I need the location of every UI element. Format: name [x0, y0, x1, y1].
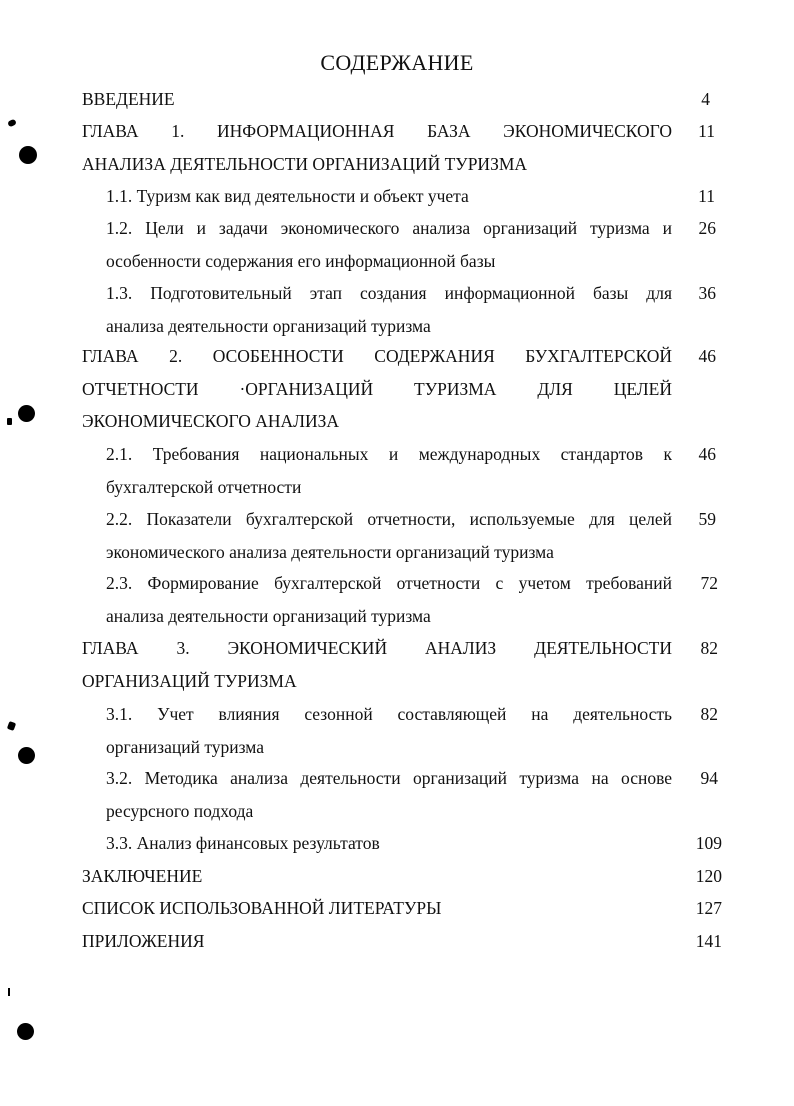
toc-entry-line: СПИСОК ИСПОЛЬЗОВАННОЙ ЛИТЕРАТУРЫ [82, 898, 442, 918]
toc-entry-section-1-1 [106, 180, 672, 213]
toc-entry-appendices [82, 925, 672, 958]
scan-speck [7, 119, 17, 128]
toc-page-number: 11 [698, 186, 715, 206]
toc-entry-section-3-3 [106, 827, 672, 860]
punch-hole [18, 747, 35, 764]
toc-entry-line: ресурсного подхода [106, 800, 254, 821]
toc-entry-line: 2.1. Требования национальных и международных стандартов к [106, 444, 672, 464]
punch-hole [19, 146, 37, 164]
toc-entry-line: ГЛАВА 2. ОСОБЕННОСТИ СОДЕРЖАНИЯ БУХГАЛТЕРСКОЙ [82, 346, 672, 366]
toc-page-number: 26 [698, 218, 716, 238]
punch-hole [18, 405, 35, 422]
toc-entry-line: ОТЧЕТНОСТИ ·ОРГАНИЗАЦИЙ ТУРИЗМА ДЛЯ ЦЕЛЕЙ [82, 378, 672, 399]
toc-entry-line: 1.1. Туризм как вид деятельности и объект учета [106, 186, 469, 206]
toc-entry-line: 3.1. Учет влияния сезонной составляющей на деятельность [106, 704, 672, 724]
toc-entry-chapter-1 [82, 115, 672, 180]
toc-entry-line: 2.3. Формирование бухгалтерской отчетности с учетом требований [106, 573, 672, 593]
toc-entry-chapter-3 [82, 632, 672, 697]
toc-page-number: 141 [695, 931, 722, 951]
scan-speck [7, 418, 12, 425]
toc-entry-bibliography [82, 892, 672, 925]
toc-page-number: 72 [700, 573, 718, 593]
toc-entry-chapter-2 [82, 340, 672, 438]
toc-entry-section-3-1 [106, 698, 672, 763]
toc-entry-section-2-2 [106, 503, 672, 568]
toc-page-number: 59 [698, 509, 716, 529]
toc-page-number: 4 [701, 89, 710, 109]
toc-page-number: 120 [695, 866, 722, 886]
toc-entry-line: 2.2. Показатели бухгалтерской отчетности, используемые для целей [106, 509, 672, 529]
toc-page-number: 127 [695, 898, 722, 918]
toc-page-number: 82 [700, 704, 718, 724]
toc-entry-line: 1.3. Подготовительный этап создания информационной базы для [106, 283, 672, 303]
toc-page-number: 46 [698, 346, 716, 366]
toc-entry-line: экономического анализа деятельности организаций туризма [106, 541, 554, 562]
toc-entry-line: ВВЕДЕНИЕ [82, 89, 175, 109]
toc-entry-line: ГЛАВА 3. ЭКОНОМИЧЕСКИЙ АНАЛИЗ ДЕЯТЕЛЬНОСТИ [82, 638, 672, 658]
toc-entry-line: 3.3. Анализ финансовых результатов [106, 833, 380, 853]
scan-speck [8, 988, 10, 996]
punch-hole [17, 1023, 34, 1040]
toc-entry-section-1-2 [106, 212, 672, 277]
toc-page-number: 46 [698, 444, 716, 464]
toc-entry-line: ГЛАВА 1. ИНФОРМАЦИОННАЯ БАЗА ЭКОНОМИЧЕСКОГО [82, 121, 672, 141]
toc-entry-line: ОРГАНИЗАЦИЙ ТУРИЗМА [82, 670, 297, 691]
toc-entry-line: АНАЛИЗА ДЕЯТЕЛЬНОСТИ ОРГАНИЗАЦИЙ ТУРИЗМА [82, 153, 528, 174]
toc-entry-section-3-2 [106, 762, 672, 827]
toc-page-number: 109 [695, 833, 722, 853]
toc-entry-section-2-1 [106, 438, 672, 503]
toc-page-number: 36 [698, 283, 716, 303]
toc-page-number: 11 [698, 121, 715, 141]
toc-entry-introduction [82, 83, 672, 116]
toc-entry-line: бухгалтерской отчетности [106, 476, 302, 497]
toc-entry-line: ПРИЛОЖЕНИЯ [82, 931, 205, 951]
toc-entry-line: 1.2. Цели и задачи экономического анализа организаций туризма и [106, 218, 672, 238]
toc-entry-section-2-3 [106, 567, 672, 632]
toc-entry-section-1-3 [106, 277, 672, 342]
scan-speck [7, 721, 16, 731]
toc-page-number: 94 [700, 768, 718, 788]
toc-entry-line: 3.2. Методика анализа деятельности организаций туризма на основе [106, 768, 672, 788]
toc-page-number: 82 [700, 638, 718, 658]
toc-entry-line: ЭКОНОМИЧЕСКОГО АНАЛИЗА [82, 411, 340, 431]
toc-entry-line: организаций туризма [106, 736, 264, 757]
toc-entry-line: анализа деятельности организаций туризма [106, 315, 431, 336]
page-title: СОДЕРЖАНИЕ [320, 50, 474, 75]
toc-entry-line: ЗАКЛЮЧЕНИЕ [82, 866, 203, 886]
toc-entry-conclusion [82, 860, 672, 893]
toc-entry-line: особенности содержания его информационной базы [106, 250, 496, 271]
toc-entry-line: анализа деятельности организаций туризма [106, 605, 431, 626]
